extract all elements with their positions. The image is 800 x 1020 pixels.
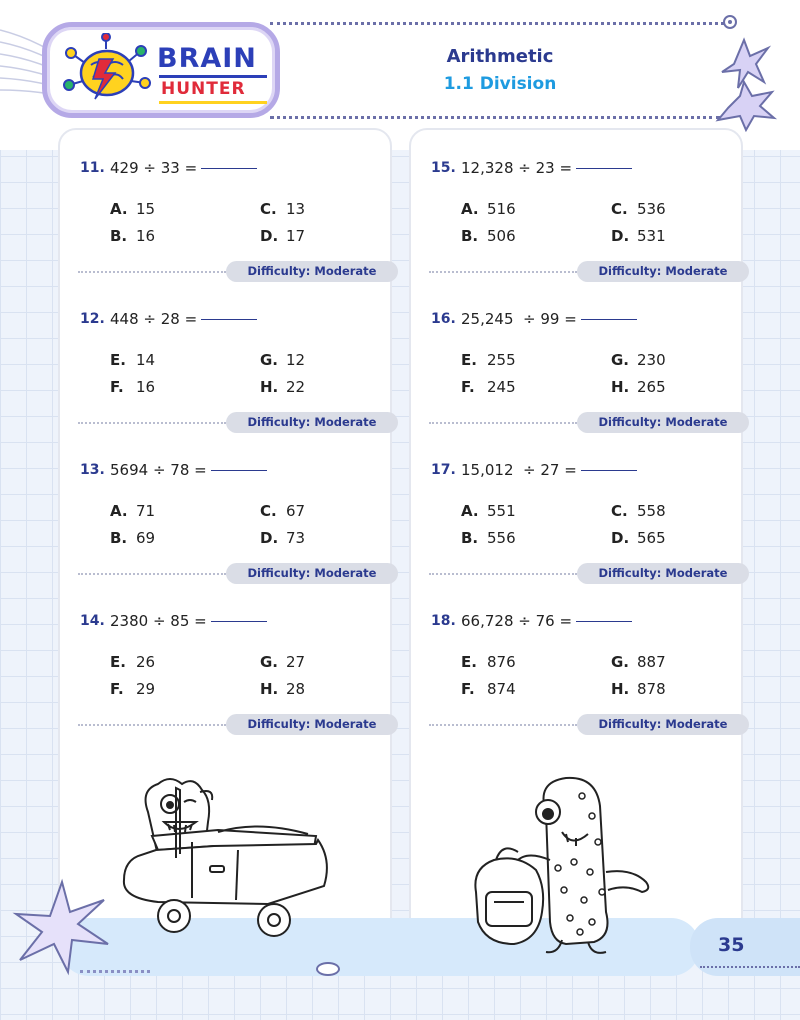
option-value: 69 [136,529,156,547]
answer-blank[interactable] [201,319,257,320]
option-letter: E. [461,653,477,671]
option-letter: G. [260,653,279,671]
option-h[interactable] [260,680,305,698]
expression-text: 448 ÷ 28 = [110,310,198,328]
question-number: 16. [431,311,456,327]
option-b[interactable] [461,529,516,547]
option-g[interactable] [260,653,305,671]
header-dotted-line-bottom [270,116,720,119]
page-subtitle: 1.1 Division [443,74,557,94]
separator [429,271,577,273]
option-g[interactable] [611,351,666,369]
option-value: 15 [136,200,156,218]
option-value: 230 [637,351,666,369]
separator [78,573,226,575]
option-value: 565 [637,529,666,547]
option-e[interactable] [110,351,155,369]
option-b[interactable] [110,227,155,245]
option-h[interactable] [611,378,666,396]
option-letter: H. [260,378,279,396]
logo-hunter-word: HUNTER [161,79,246,99]
monster-with-backpack-illustration [466,772,666,960]
question-expression [110,310,257,328]
separator [429,724,577,726]
option-f[interactable] [461,680,516,698]
option-value: 26 [136,653,156,671]
header-dotted-line-top [270,22,730,25]
option-letter: C. [260,200,277,218]
option-letter: E. [110,653,126,671]
option-value: 22 [286,378,306,396]
logo-underline-yellow [159,101,267,104]
separator [78,422,226,424]
answer-blank[interactable] [201,168,257,169]
question-number: 14. [80,613,105,629]
option-letter: G. [611,653,630,671]
expression-text: 2380 ÷ 85 = [110,612,207,630]
option-value: 876 [487,653,516,671]
option-value: 73 [286,529,306,547]
oval-decoration [316,962,340,976]
option-letter: A. [461,200,479,218]
option-letter: B. [461,227,479,245]
question-17 [411,432,751,582]
option-d[interactable] [260,227,305,245]
option-value: 536 [637,200,666,218]
option-value: 551 [487,502,516,520]
option-value: 556 [487,529,516,547]
option-value: 14 [136,351,156,369]
option-h[interactable] [260,378,305,396]
question-12 [60,281,400,431]
page-title: Arithmetic [446,46,554,67]
expression-text: 5694 ÷ 78 = [110,461,207,479]
monster-in-car-illustration [118,770,338,950]
answer-blank[interactable] [211,621,267,622]
option-value: 516 [487,200,516,218]
brain-icon [61,33,151,113]
option-letter: C. [260,502,277,520]
question-number: 12. [80,311,105,327]
option-letter: G. [260,351,279,369]
option-letter: F. [461,680,475,698]
option-d[interactable] [611,227,666,245]
page-dotted-line [700,966,800,968]
option-value: 506 [487,227,516,245]
option-letter: B. [110,529,128,547]
option-b[interactable] [461,227,516,245]
page-number: 35 [718,934,745,956]
difficulty-badge: Difficulty: Moderate [226,261,398,282]
option-e[interactable] [110,653,155,671]
option-value: 28 [286,680,306,698]
option-letter: D. [611,227,630,245]
option-value: 531 [637,227,666,245]
option-value: 13 [286,200,306,218]
option-letter: F. [110,680,124,698]
option-d[interactable] [260,529,305,547]
option-c[interactable] [260,502,305,520]
option-f[interactable] [110,680,155,698]
option-letter: B. [110,227,128,245]
expression-text: 429 ÷ 33 = [110,159,198,177]
difficulty-badge: Difficulty: Moderate [577,563,749,584]
option-c[interactable] [611,502,666,520]
option-letter: D. [611,529,630,547]
difficulty-badge: Difficulty: Moderate [577,412,749,433]
question-13 [60,432,400,582]
question-expression [461,310,637,328]
star-burst-icon [12,876,112,976]
question-11 [60,130,400,280]
question-expression [110,159,257,177]
logo-underline-blue [159,75,267,78]
option-e[interactable] [461,351,516,369]
option-letter: D. [260,529,279,547]
option-f[interactable] [461,378,516,396]
logo-brain-word: BRAIN [157,43,257,74]
option-letter: G. [611,351,630,369]
difficulty-badge: Difficulty: Moderate [226,714,398,735]
option-c[interactable] [260,200,305,218]
option-value: 71 [136,502,156,520]
question-15 [411,130,751,280]
option-letter: F. [461,378,475,396]
answer-blank[interactable] [576,168,632,169]
question-expression [461,159,632,177]
option-value: 29 [136,680,156,698]
option-value: 245 [487,378,516,396]
answer-blank[interactable] [211,470,267,471]
option-value: 887 [637,653,666,671]
option-value: 16 [136,378,156,396]
option-a[interactable] [461,200,516,218]
option-value: 558 [637,502,666,520]
option-f[interactable] [110,378,155,396]
question-expression [110,612,267,630]
answer-blank[interactable] [581,470,637,471]
option-value: 12 [286,351,306,369]
option-a[interactable] [110,200,155,218]
option-letter: H. [611,680,630,698]
option-value: 16 [136,227,156,245]
question-18 [411,583,751,733]
option-letter: B. [461,529,479,547]
option-b[interactable] [110,529,155,547]
question-number: 17. [431,462,456,478]
option-value: 27 [286,653,306,671]
expression-text: 66,728 ÷ 76 = [461,612,573,630]
option-letter: E. [110,351,126,369]
question-number: 13. [80,462,105,478]
option-letter: A. [110,200,128,218]
option-letter: C. [611,200,628,218]
separator [429,573,577,575]
difficulty-badge: Difficulty: Moderate [577,261,749,282]
question-14 [60,583,400,733]
answer-blank[interactable] [581,319,637,320]
option-value: 874 [487,680,516,698]
difficulty-badge: Difficulty: Moderate [226,563,398,584]
question-expression [461,612,632,630]
question-number: 18. [431,613,456,629]
question-expression [461,461,637,479]
expression-text: 25,245 ÷ 99 = [461,310,577,328]
option-letter: A. [461,502,479,520]
option-letter: C. [611,502,628,520]
option-letter: E. [461,351,477,369]
option-letter: H. [260,680,279,698]
question-expression [110,461,267,479]
option-value: 878 [637,680,666,698]
option-value: 67 [286,502,306,520]
difficulty-badge: Difficulty: Moderate [577,714,749,735]
separator [78,724,226,726]
question-number: 15. [431,160,456,176]
question-number: 11. [80,160,105,176]
stars-decoration [700,12,790,132]
option-a[interactable] [461,502,516,520]
option-h[interactable] [611,680,666,698]
option-g[interactable] [611,653,666,671]
option-d[interactable] [611,529,666,547]
option-g[interactable] [260,351,305,369]
option-value: 17 [286,227,306,245]
option-letter: D. [260,227,279,245]
separator [78,271,226,273]
question-16 [411,281,751,431]
expression-text: 15,012 ÷ 27 = [461,461,577,479]
option-letter: A. [110,502,128,520]
brain-hunter-logo [42,22,280,118]
option-value: 255 [487,351,516,369]
option-a[interactable] [110,502,155,520]
option-letter: H. [611,378,630,396]
separator [429,422,577,424]
expression-text: 12,328 ÷ 23 = [461,159,573,177]
option-e[interactable] [461,653,516,671]
option-c[interactable] [611,200,666,218]
option-letter: F. [110,378,124,396]
answer-blank[interactable] [576,621,632,622]
difficulty-badge: Difficulty: Moderate [226,412,398,433]
option-value: 265 [637,378,666,396]
